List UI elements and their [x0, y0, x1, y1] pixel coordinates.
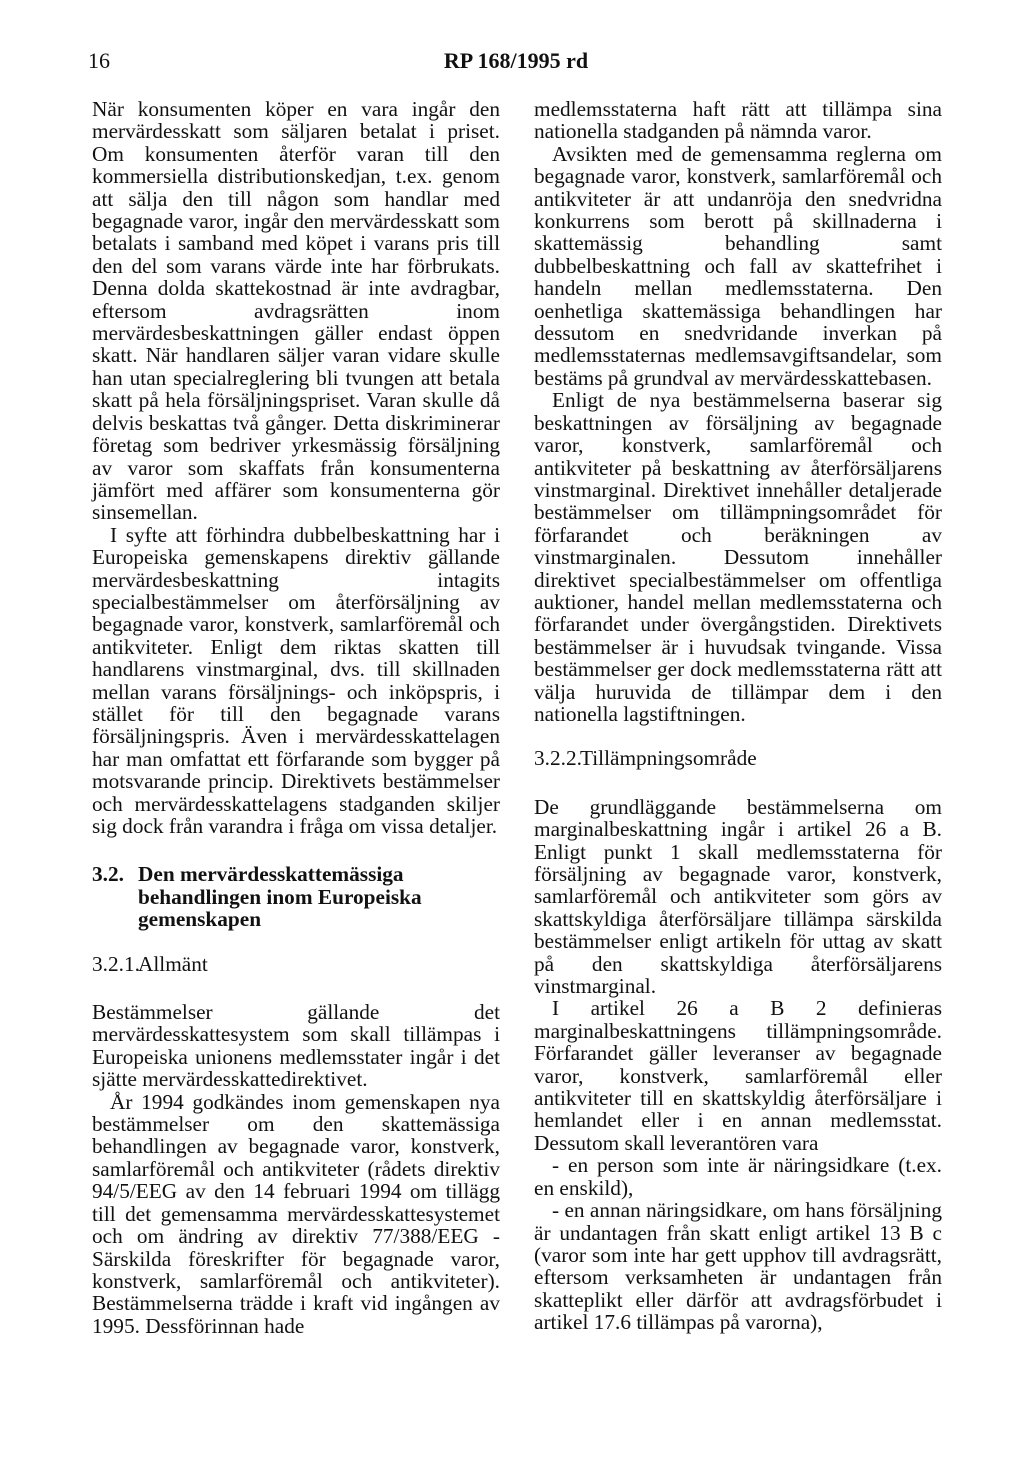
document-reference: RP 168/1995 rd: [443, 48, 589, 73]
subsection-title: Allmänt: [138, 951, 208, 976]
page-header: [88, 48, 944, 82]
section-number: 3.2.: [92, 862, 124, 887]
page-number: 16: [88, 48, 110, 73]
paragraph: I artikel 26 a B 2 definieras marginalbeskattningens tillämpningsområde. Förfarandet gäller leveranser av begagnade varor, konstverk, samlarföremål eller antikviteter till en skattskyldig återförsäljare i hemlandet eller i en annan medlemsstat. Dessutom skall leverantören vara: [534, 996, 942, 1155]
left-column: [92, 98, 500, 1337]
list-item: - en person som inte är näringsidkare (t.ex. en enskild),: [534, 1153, 942, 1200]
paragraph: Bestämmelser gällande det mervärdesskattesystem som skall tillämpas i Europeiska unionens medlemsstater ingår i det sjätte mervärdesskattedirektivet.: [92, 1000, 500, 1092]
subsection-heading: [534, 747, 942, 769]
subsection-title: Tillämpningsområde: [580, 746, 757, 771]
section-title: Den mervärdesskattemässiga behandlingen inom Europeiska gemenskapen: [138, 862, 422, 932]
paragraph: Avsikten med de gemensamma reglerna om begagnade varor, konstverk, samlarföremål och antikviteter är att undanröja den snedvridna konkurrens som berott på skillnaderna i skattemässig behandling samt dubbelbeskattning och fall av skattefrihet i handeln mellan medlemsstaterna. Den oenhetliga skattemässiga behandlingen har dessutom en snedvridande inverkan på medlemsstaternas medlemsavgiftsandelar, som bestäms på grundval av mervärdesskattebasen.: [534, 141, 942, 390]
subsection-heading: [92, 953, 500, 975]
paragraph: medlemsstaterna haft rätt att tillämpa sina nationella stadganden på nämnda varor.: [534, 97, 942, 144]
section-heading: [92, 863, 500, 930]
subsection-number: 3.2.2.: [534, 746, 582, 771]
list-item: - en annan näringsidkare, om hans försäljning är undantagen från skatt enligt artikel 13 B c (varor som inte har gett upphov till avdragsrätt, eftersom verksamheten är undantagen från skatteplikt eller därför att avdragsförbudet i artikel 17.6 tillämpas på varorna),: [534, 1198, 942, 1335]
paragraph: I syfte att förhindra dubbelbeskattning har i Europeiska gemenskapens direktiv gällande mervärdesbeskattning intagits specialbestämmelser om återförsäljning av begagnade varor, konstverk, samlarföremål och antikviteter. Enligt dem riktas skatten till handlarens vinstmarginal, dvs. till skillnaden mellan varans försäljnings- och inköpspris, i stället för till den begagnade varans försäljningspris. Även i mervärdesskattelagen har man omfattat ett förfarande som bygger på motsvarande princip. Direktivets bestämmelser och mervärdesskattelagens stadganden skiljer sig dock från varandra i fråga om vissa detaljer.: [92, 522, 500, 838]
paragraph: År 1994 godkändes inom gemenskapen nya bestämmelser om den skattemässiga behandlingen av begagnade varor, konstverk, samlarföremål och antikviteter (rådets direktiv 94/5/EEG av den 14 februari 1994 om tillägg till det gemensamma mervärdesskattesystemet och om ändring av direktiv 77/388/EEG - Särskilda föreskrifter för begagnade varor, konstverk, samlarföremål och antikviteter). Bestämmelserna trädde i kraft vid ingången av 1995. Dessförinnan hade: [92, 1089, 500, 1338]
paragraph: Enligt de nya bestämmelserna baserar sig beskattningen av försäljning av begagnade varor, konstverk, samlarföremål och antikviteter på beskattning av återförsäljarens vinstmarginal. Direktivet innehåller detaljerade bestämmelser om tillämpningsområdet för förfarandet och beräkningen av vinstmarginalen. Dessutom innehåller direktivet specialbestämmelser om offentliga auktioner, handel mellan medlemsstaterna och förfarandet under övergångstiden. Direktivets bestämmelser är i huvudsak tvingande. Vissa bestämmelser ger dock medlemsstaterna rätt att välja huruvida de tillämpar dem i den nationella lagstiftningen.: [534, 388, 942, 726]
paragraph: När konsumenten köper en vara ingår den mervärdesskatt som säljaren betalat i priset. Om konsumenten återför varan till den kommersiella distributionskedjan, t.ex. genom att sälja den till någon som handlar med begagnade varor, ingår den mervärdesskatt som betalats i samband med köpet i varans pris till den del som varans värde inte har förbrukats. Denna dolda skattekostnad är inte avdragbar, eftersom avdragsrätten inom mervärdesbeskattningen gäller endast öppen skatt. När handlaren säljer varan vidare skulle han utan specialreglering bli tvungen att betala skatt på hela försäljningspriset. Varan skulle då delvis beskattas två gånger. Detta diskriminerar företag som bedriver yrkesmässig försäljning av varor som skaffats från konsumenterna jämfört med affärer som konsumenterna gör sinsemellan.: [92, 97, 500, 525]
subsection-number: 3.2.1.: [92, 951, 140, 976]
paragraph: De grundläggande bestämmelserna om marginalbeskattning ingår i artikel 26 a B. Enligt punkt 1 skall medlemsstaterna för försäljning av begagnade varor, konstverk, samlarföremål och antikviteter som görs av skattskyldiga återförsäljare tillämpa särskilda bestämmelser enligt artikeln för uttag av skatt på den skattskyldiga återförsäljarens vinstmarginal.: [534, 794, 942, 999]
right-column: [534, 98, 942, 1334]
